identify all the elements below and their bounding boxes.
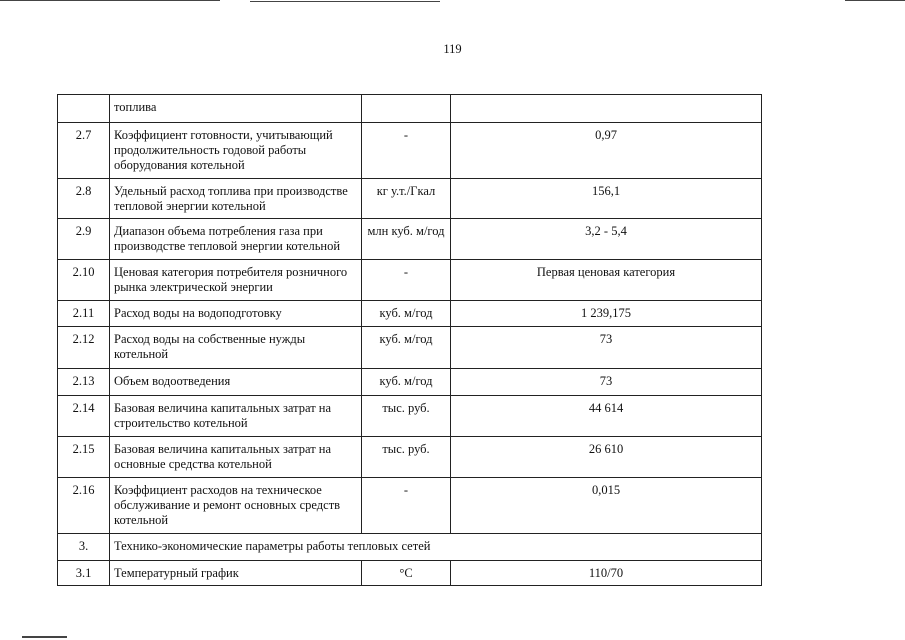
table-row bbox=[58, 437, 762, 478]
row-unit: °С bbox=[362, 561, 451, 586]
table-row bbox=[58, 179, 762, 219]
section-number: 3. bbox=[58, 534, 110, 561]
scan-top-line-right bbox=[845, 0, 905, 1]
section-row bbox=[58, 534, 762, 561]
row-name: Базовая величина капитальных затрат на основные средства котельной bbox=[110, 437, 362, 478]
row-value bbox=[451, 95, 762, 123]
row-unit: - bbox=[362, 260, 451, 301]
row-number: 2.12 bbox=[58, 327, 110, 369]
row-value: 73 bbox=[451, 369, 762, 396]
row-number: 2.9 bbox=[58, 219, 110, 260]
row-value: Первая ценовая категория bbox=[451, 260, 762, 301]
row-name: Коэффициент расходов на техническое обслуживание и ремонт основных средств котельной bbox=[110, 478, 362, 534]
row-unit: кг у.т./Гкал bbox=[362, 179, 451, 219]
row-name: Базовая величина капитальных затрат на строительство котельной bbox=[110, 396, 362, 437]
row-unit: - bbox=[362, 123, 451, 179]
row-name: Расход воды на собственные нужды котельной bbox=[110, 327, 362, 369]
row-unit: куб. м/год bbox=[362, 369, 451, 396]
row-number: 2.13 bbox=[58, 369, 110, 396]
row-number: 2.15 bbox=[58, 437, 110, 478]
table-row bbox=[58, 95, 762, 123]
parameters-table bbox=[57, 94, 762, 586]
table-row bbox=[58, 396, 762, 437]
row-number: 2.11 bbox=[58, 301, 110, 327]
row-number: 2.10 bbox=[58, 260, 110, 301]
table-row bbox=[58, 369, 762, 396]
scan-top-line-mid bbox=[250, 1, 440, 2]
row-unit bbox=[362, 95, 451, 123]
row-value: 0,97 bbox=[451, 123, 762, 179]
table-row bbox=[58, 561, 762, 586]
table-row bbox=[58, 260, 762, 301]
row-unit: тыс. руб. bbox=[362, 396, 451, 437]
scan-top-line-left bbox=[0, 0, 220, 1]
row-value: 3,2 - 5,4 bbox=[451, 219, 762, 260]
row-name: Коэффициент готовности, учитывающий продолжительность годовой работы оборудования котельной bbox=[110, 123, 362, 179]
table-row bbox=[58, 301, 762, 327]
page-number: 119 bbox=[443, 42, 462, 56]
row-value: 156,1 bbox=[451, 179, 762, 219]
row-name: топлива bbox=[110, 95, 362, 123]
row-name: Температурный график bbox=[110, 561, 362, 586]
row-number: 2.14 bbox=[58, 396, 110, 437]
row-value: 1 239,175 bbox=[451, 301, 762, 327]
row-unit: куб. м/год bbox=[362, 301, 451, 327]
row-unit: - bbox=[362, 478, 451, 534]
table-row bbox=[58, 123, 762, 179]
row-unit: куб. м/год bbox=[362, 327, 451, 369]
row-name: Ценовая категория потребителя розничного рынка электрической энергии bbox=[110, 260, 362, 301]
row-number: 3.1 bbox=[58, 561, 110, 586]
row-value: 73 bbox=[451, 327, 762, 369]
row-name: Диапазон объема потребления газа при производстве тепловой энергии котельной bbox=[110, 219, 362, 260]
row-value: 26 610 bbox=[451, 437, 762, 478]
table-row bbox=[58, 219, 762, 260]
row-name: Удельный расход топлива при производстве тепловой энергии котельной bbox=[110, 179, 362, 219]
table-row bbox=[58, 478, 762, 534]
row-number: 2.7 bbox=[58, 123, 110, 179]
row-unit: тыс. руб. bbox=[362, 437, 451, 478]
row-value: 44 614 bbox=[451, 396, 762, 437]
row-number: 2.8 bbox=[58, 179, 110, 219]
row-number bbox=[58, 95, 110, 123]
row-value: 0,015 bbox=[451, 478, 762, 534]
table-row bbox=[58, 327, 762, 369]
row-number: 2.16 bbox=[58, 478, 110, 534]
row-name: Расход воды на водоподготовку bbox=[110, 301, 362, 327]
row-value: 110/70 bbox=[451, 561, 762, 586]
row-unit: млн куб. м/год bbox=[362, 219, 451, 260]
scan-bottom-line bbox=[22, 636, 67, 638]
row-name: Объем водоотведения bbox=[110, 369, 362, 396]
section-title: Технико-экономические параметры работы тепловых сетей bbox=[110, 534, 762, 561]
